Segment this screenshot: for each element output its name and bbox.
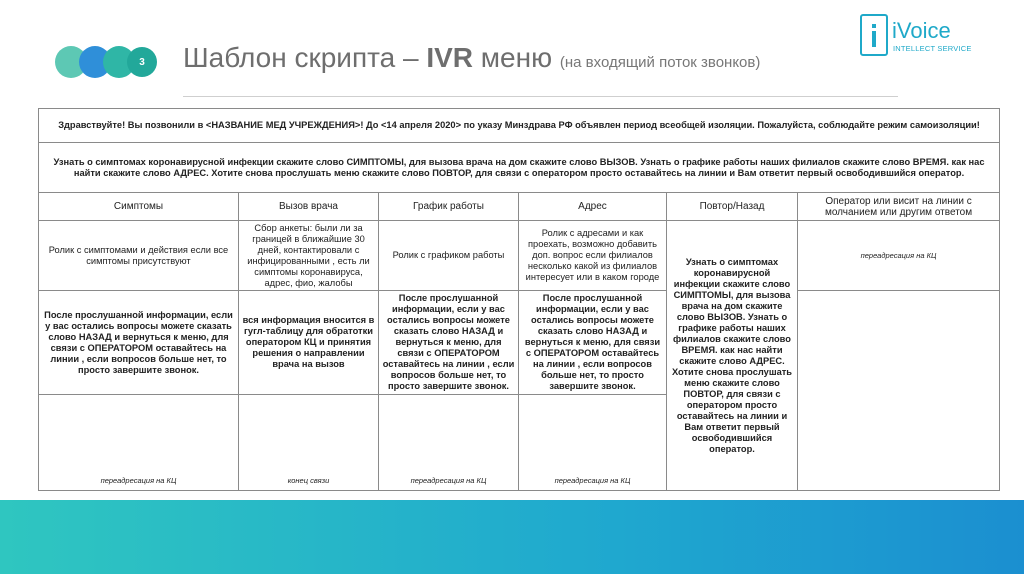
column-header: Оператор или висит на линии с молчанием или другим ответом (798, 193, 1000, 221)
doctor-end-call-cell: конец связи (239, 395, 379, 491)
symptoms-roll-cell: Ролик с симптомами и действия если все симптомы присутствуют (39, 221, 239, 291)
logo-i-icon (860, 14, 888, 56)
schedule-followup-cell: После прослушанной информации, если у вас остались вопросы можете сказать слово НАЗАД и вернуться к меню, для связи с ОПЕРАТОРОМ оставайтесь на линии , если вопросов больше нет, то просто завершите звонок. (379, 291, 519, 395)
title-prefix: Шаблон скрипта – (183, 42, 427, 73)
operator-redirect-cell: переадресация на КЦ (798, 221, 1000, 291)
column-header: Вызов врача (239, 193, 379, 221)
page-title (183, 42, 760, 74)
title-suffix: меню (473, 42, 560, 73)
schedule-roll-cell: Ролик с графиком работы (379, 221, 519, 291)
title-bold: IVR (426, 42, 474, 73)
title-subtitle: (на входящий поток звонков) (559, 54, 761, 71)
ivoice-logo (860, 14, 1000, 58)
symptoms-followup-cell: После прослушанной информации, если у вас остались вопросы можете сказать слово НАЗАД и вернуться к меню, для связи с ОПЕРАТОРОМ оставайтесь на линии , если вопросов больше нет, то просто завершите звонок. (39, 291, 239, 395)
schedule-redirect-cell: переадресация на КЦ (379, 395, 519, 491)
doctor-followup-cell: вся информация вносится в гугл-таблицу для обратотки оператором КЦ и принятия решения о направлении врача на вызов (239, 291, 379, 395)
symptoms-redirect-cell: переадресация на КЦ (39, 395, 239, 491)
title-divider (183, 96, 898, 97)
slide-number: 3 (127, 47, 157, 77)
doctor-questionnaire-cell: Сбор анкеты: были ли за границей в ближайшие 30 дней, контактировали с инфицированными , есть ли симптомы коронавируса, адрес, фио, жалобы (239, 221, 379, 291)
column-header: Адрес (519, 193, 667, 221)
footer-gradient-band (0, 500, 1024, 574)
logo-tagline: INTELLECT SERVICE (893, 44, 972, 53)
repeat-menu-cell: Узнать о симптомах коронавирусной инфекции скажите слово СИМПТОМЫ, для вызова врача на дом скажите слово ВЫЗОВ. Узнать о графике работы наших филиалов скажите слово ВРЕМЯ. как нас найти скажите слово АДРЕС. Хотите снова прослушать меню скажите слово ПОВТОР, для связи с оператором просто оставайтесь на линии и Вам ответит первый освободившийся оператор. (667, 221, 798, 491)
slide-number-badge (55, 46, 165, 78)
ivr-script-table (38, 108, 1000, 491)
greeting-cell: Здравствуйте! Вы позвонили в <НАЗВАНИЕ МЕД УЧРЕЖДЕНИЯ>! До <14 апреля 2020> по указу Минздрава РФ объявлен период всеобщей изоляции. Пожалуйста, соблюдайте режим самоизоляции! (39, 109, 1000, 143)
column-header: График работы (379, 193, 519, 221)
column-header: Симптомы (39, 193, 239, 221)
menu-prompt-cell: Узнать о симптомах коронавирусной инфекции скажите слово СИМПТОМЫ, для вызова врача на дом скажите слово ВЫЗОВ. Узнать о графике работы наших филиалов скажите слово ВРЕМЯ. как нас найти скажите слово АДРЕС. Хотите снова прослушать меню скажите слово ПОВТОР, для связи с оператором просто оставайтесь на линии и Вам ответит первый освободившийся оператор. (39, 143, 1000, 193)
address-roll-cell: Ролик с адресами и как проехать, возможно добавить доп. вопрос если филиалов несколько какой из филиалов интересует или в каком городе (519, 221, 667, 291)
operator-empty-cell (798, 291, 1000, 491)
address-followup-cell: После прослушанной информации, если у вас остались вопросы можете сказать слово НАЗАД и вернуться к меню, для связи с ОПЕРАТОРОМ оставайтесь на линии , если вопросов больше нет, то просто завершите звонок. (519, 291, 667, 395)
column-header: Повтор/Назад (667, 193, 798, 221)
address-redirect-cell: переадресация на КЦ (519, 395, 667, 491)
logo-name: iVoice (892, 18, 951, 43)
